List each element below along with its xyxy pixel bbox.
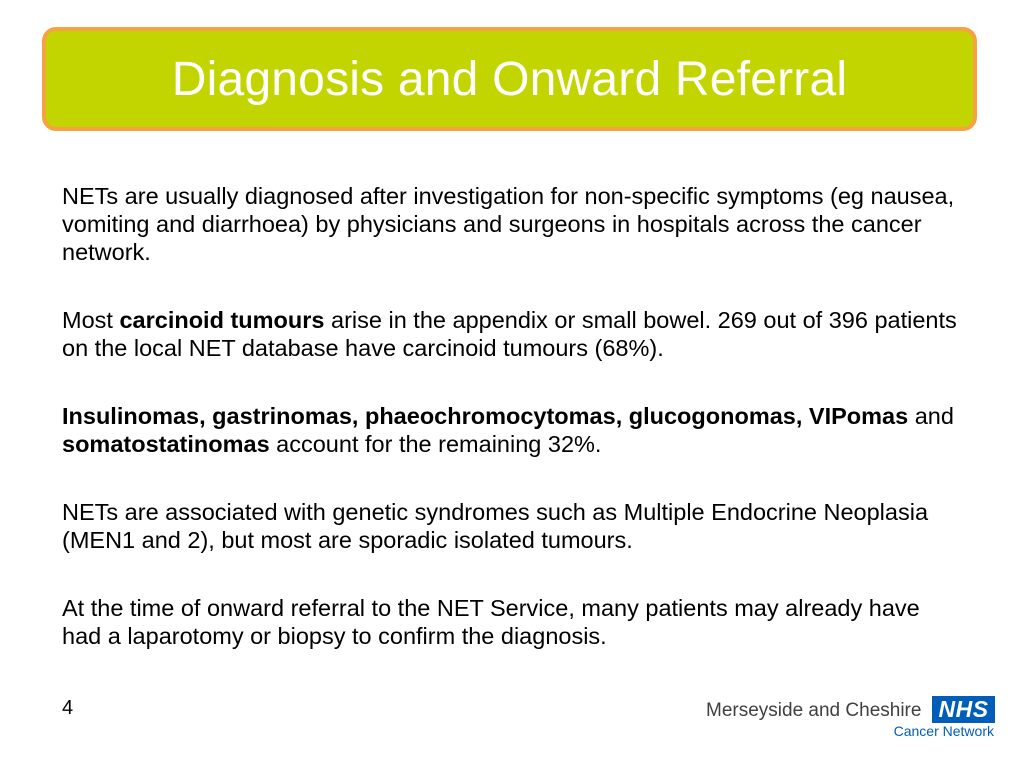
body-paragraph	[62, 402, 962, 458]
nhs-network-logo	[706, 696, 998, 742]
body-paragraph	[62, 182, 962, 266]
slide-title-banner	[42, 27, 977, 131]
page-number: 4	[62, 697, 74, 719]
body-paragraph	[62, 498, 962, 554]
logo-subtitle: Cancer Network	[893, 723, 994, 739]
paragraph-text: NETs are usually diagnosed after investigation for non-specific symptoms (eg nausea, vomiting and diarrhoea) by physicians and surgeons in hospitals across the cancer network.	[62, 183, 955, 265]
paragraph-text: and	[908, 403, 954, 429]
body-paragraph	[62, 594, 962, 650]
paragraph-text: NETs are associated with genetic syndromes such as Multiple Endocrine Neoplasia (MEN1 and 2), but most are sporadic isolated tumours.	[62, 499, 929, 553]
nhs-badge: NHS	[932, 696, 995, 723]
paragraph-text: arise in the appendix or small bowel. 269 out of 396 patients on the local NET database have carcinoid tumours (68%).	[62, 307, 957, 361]
paragraph-text: Most	[62, 307, 120, 333]
emphasis-text: carcinoid tumours	[119, 307, 325, 333]
logo-organisation-name: Merseyside and Cheshire	[706, 700, 922, 721]
paragraph-text: account for the remaining 32%.	[269, 431, 602, 457]
paragraph-text: At the time of onward referral to the NET Service, many patients may already have had a laparotomy or biopsy to confirm the diagnosis.	[62, 595, 920, 649]
emphasis-text: somatostatinomas	[62, 431, 270, 457]
slide-title: Diagnosis and Onward Referral	[171, 52, 848, 106]
body-paragraph	[62, 306, 962, 362]
emphasis-text: Insulinomas, gastrinomas, phaeochromocytomas, glucogonomas, VIPomas	[62, 403, 909, 429]
slide-body	[62, 182, 962, 690]
